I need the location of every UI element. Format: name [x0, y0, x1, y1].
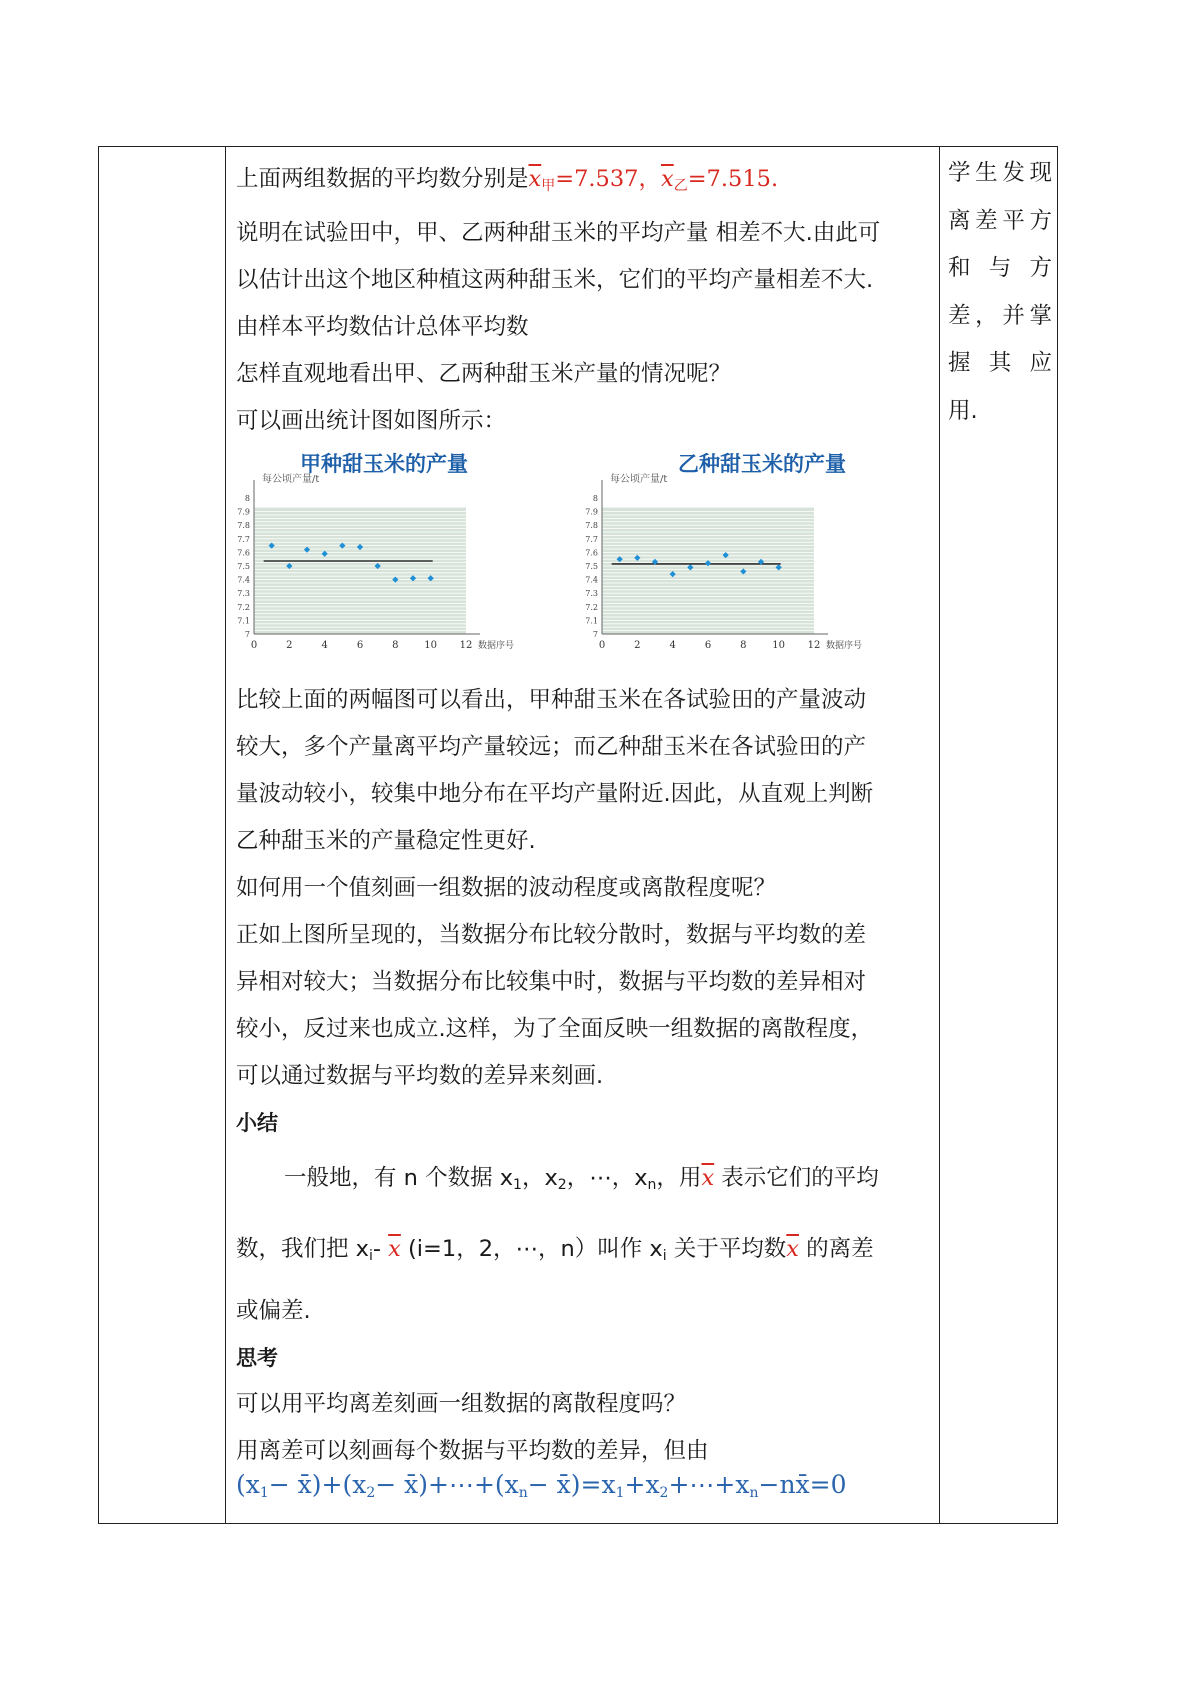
think-heading: 思考	[236, 1346, 278, 1370]
explain-line2: 异相对较大；当数据分布比较集中时，数据与平均数的差异相对	[236, 969, 867, 995]
chart-a-x-tick-label: 8	[392, 640, 399, 651]
charts-area	[228, 448, 928, 678]
chart-a-x-axis-label: 数据序号	[478, 641, 515, 651]
explain-line3: 较小，反过来也成立.这样，为了全面反映一组数据的离散程度，	[236, 1016, 874, 1042]
note-line3: 和 与 方	[948, 255, 1052, 281]
chart-a-y-tick-label: 7.1	[237, 616, 250, 626]
formula-g: −nx̄=0	[758, 1470, 847, 1499]
chart-a-title: 甲种甜玉米的产量	[300, 451, 468, 476]
chart-b-y-tick-label: 7.1	[585, 616, 598, 626]
right-notes-column	[948, 150, 1052, 435]
draw-hint: 可以画出统计图如图所示：	[236, 408, 507, 434]
summary-s1a: 一般地，有 n 个数据 x	[284, 1165, 514, 1191]
summary-s1b: ，x	[521, 1165, 558, 1191]
xbar-symbol-c: $\overline{x}$	[701, 1165, 715, 1191]
summary-s2d: 关于平均数	[666, 1236, 787, 1262]
chart-b-x-tick-label: 10	[772, 640, 786, 651]
sub-2: 2	[557, 1177, 567, 1193]
para1-line1: 说明在试验田中，甲、乙两种甜玉米的平均产量 相差不大.由此可	[236, 220, 881, 246]
sub-i-b: i	[662, 1248, 667, 1264]
formula-a: (x	[236, 1470, 260, 1499]
note-line4: 差，并掌	[948, 302, 1052, 329]
think-question: 可以用平均离差刻画一组数据的离散程度吗？	[236, 1391, 687, 1417]
mean-b-value: =7.515.	[687, 166, 779, 192]
summary-s1e: 表示它们的平均	[714, 1165, 879, 1191]
mean-line-prefix: 上面两组数据的平均数分别是	[236, 166, 529, 192]
chart-b-x-tick-label: 8	[740, 640, 747, 651]
chart-a-x-tick-label: 0	[250, 640, 258, 651]
chart-a-y-tick-label: 7.2	[237, 602, 250, 612]
formula-sub-1: 1	[259, 1485, 269, 1501]
formula-c: − x̄)+⋯+(x	[375, 1470, 519, 1499]
para1-line3: 由样本平均数估计总体平均数	[236, 314, 529, 340]
compare-line4: 乙种甜玉米的产量稳定性更好.	[236, 828, 536, 854]
summary-heading: 小结	[236, 1111, 278, 1135]
yield-charts-svg	[228, 448, 928, 678]
chart-b-y-tick-label: 7.5	[585, 562, 598, 571]
chart-b-y-tick-label: 7.8	[585, 521, 598, 531]
chart-a-y-tick-label: 7.6	[237, 548, 250, 558]
mean-a-value: =7.537，	[555, 166, 661, 192]
compare-line2: 较大，多个产量离平均产量较远；而乙种甜玉米在各试验田的产	[236, 734, 867, 760]
summary-line1	[236, 1146, 934, 1217]
chart-a-y-tick-label: 7.4	[237, 575, 250, 585]
chart-b-y-tick-label: 8	[592, 494, 598, 503]
formula-sub-nb: n	[749, 1485, 759, 1501]
chart-a-y-tick-label: 8	[244, 494, 250, 503]
formula-e: +x	[624, 1470, 660, 1499]
para1-line2: 以估计出这个地区种植这两种甜玉米，它们的平均产量相差不大.	[236, 267, 874, 293]
think-answer: 用离差可以刻画每个数据与平均数的差异，但由	[236, 1438, 709, 1464]
chart-b-x-tick-label: 0	[598, 640, 606, 651]
deviation-sum-formula	[236, 1470, 847, 1501]
chart-a-y-tick-label: 7.7	[237, 534, 250, 544]
chart-b-y-tick-label: 7	[592, 630, 598, 639]
note-line1: 学生发现	[948, 160, 1052, 186]
chart-b-y-tick-label: 7.2	[585, 602, 598, 612]
chart-a-y-axis-label: 每公顷产量/t	[262, 474, 320, 485]
note-line2: 离差平方	[948, 207, 1052, 234]
formula-f: +⋯+x	[668, 1470, 750, 1499]
formula-d: − x̄)=x	[527, 1470, 616, 1499]
chart-b-x-tick-label: 2	[634, 640, 641, 651]
chart-a-x-tick-label: 6	[356, 640, 364, 651]
chart-b-y-tick-label: 7.7	[585, 534, 598, 544]
compare-line3: 量波动较小，较集中地分布在平均产量附近.因此，从直观上判断	[236, 781, 874, 807]
mean-line	[236, 156, 934, 210]
question-2: 如何用一个值刻画一组数据的波动程度或离散程度呢？	[236, 875, 777, 901]
mean-b-label: 乙	[673, 178, 688, 194]
chart-b-x-tick-label: 12	[807, 640, 821, 651]
column-divider-1	[225, 147, 226, 1523]
explain-line4: 可以通过数据与平均数的差异来刻画.	[236, 1063, 604, 1089]
xbar-symbol-a: $\overline{x}$	[528, 166, 542, 192]
chart-a-y-tick-label: 7	[244, 630, 250, 639]
summary-s2c: (i=1，2，⋯，n）叫作 x	[400, 1236, 663, 1262]
chart-a-x-tick-label: 4	[321, 640, 328, 651]
main-content-column	[236, 156, 934, 1475]
xbar-symbol-d: $\overline{x}$	[388, 1236, 401, 1262]
chart-a-y-tick-label: 7.9	[237, 507, 250, 517]
formula-sub-n: n	[518, 1485, 528, 1501]
chart-a-x-tick-label: 2	[286, 640, 293, 651]
xbar-symbol-b: $\overline{x}$	[660, 166, 674, 192]
mean-a-label: 甲	[541, 178, 556, 194]
chart-a-x-tick-label: 10	[424, 640, 438, 651]
sub-1: 1	[513, 1177, 522, 1193]
chart-a-plot-bg	[254, 508, 466, 634]
note-line5: 握 其 应	[948, 350, 1052, 376]
sub-i-a: i	[368, 1248, 373, 1264]
chart-b-y-tick-label: 7.3	[585, 589, 598, 599]
compare-line1: 比较上面的两幅图可以看出，甲种甜玉米在各试验田的产量波动	[236, 687, 867, 713]
chart-a-x-tick-label: 12	[459, 640, 473, 651]
summary-s1c: ，⋯，x	[566, 1165, 648, 1191]
chart-b-y-tick-label: 7.4	[585, 575, 598, 585]
column-divider-2	[939, 147, 940, 1523]
chart-b-x-tick-label: 4	[669, 640, 676, 651]
xbar-symbol-e: $\overline{x}$	[786, 1236, 799, 1262]
summary-s2e: 的离差	[799, 1236, 874, 1262]
summary-line3: 或偏差.	[236, 1298, 311, 1324]
chart-a-y-tick-label: 7.5	[237, 562, 250, 571]
note-line6: 用.	[948, 397, 978, 424]
chart-b-x-tick-label: 6	[704, 640, 712, 651]
chart-b-plot-bg	[602, 508, 814, 634]
chart-b-y-tick-label: 7.6	[585, 548, 598, 558]
chart-a-y-tick-label: 7.3	[237, 589, 250, 599]
formula-sub-1b: 1	[615, 1485, 625, 1501]
chart-b-y-tick-label: 7.9	[585, 507, 598, 517]
summary-s2b: -	[372, 1236, 389, 1262]
summary-line2	[236, 1217, 934, 1288]
chart-a-y-tick-label: 7.8	[237, 521, 250, 531]
formula-sub-2: 2	[366, 1485, 376, 1501]
formula-b: − x̄)+(x	[268, 1470, 367, 1499]
question-1: 怎样直观地看出甲、乙两种甜玉米产量的情况呢？	[236, 361, 732, 387]
chart-b-title: 乙种甜玉米的产量	[678, 451, 846, 476]
formula-sub-2b: 2	[659, 1485, 669, 1501]
sub-n: n	[647, 1177, 657, 1193]
chart-b-y-axis-label: 每公顷产量/t	[610, 474, 668, 485]
summary-s2a: 数，我们把 x	[236, 1236, 369, 1262]
chart-b-x-axis-label: 数据序号	[826, 641, 863, 651]
explain-line1: 正如上图所呈现的，当数据分布比较分散时，数据与平均数的差	[236, 922, 867, 948]
summary-s1d: ，用	[656, 1165, 702, 1191]
